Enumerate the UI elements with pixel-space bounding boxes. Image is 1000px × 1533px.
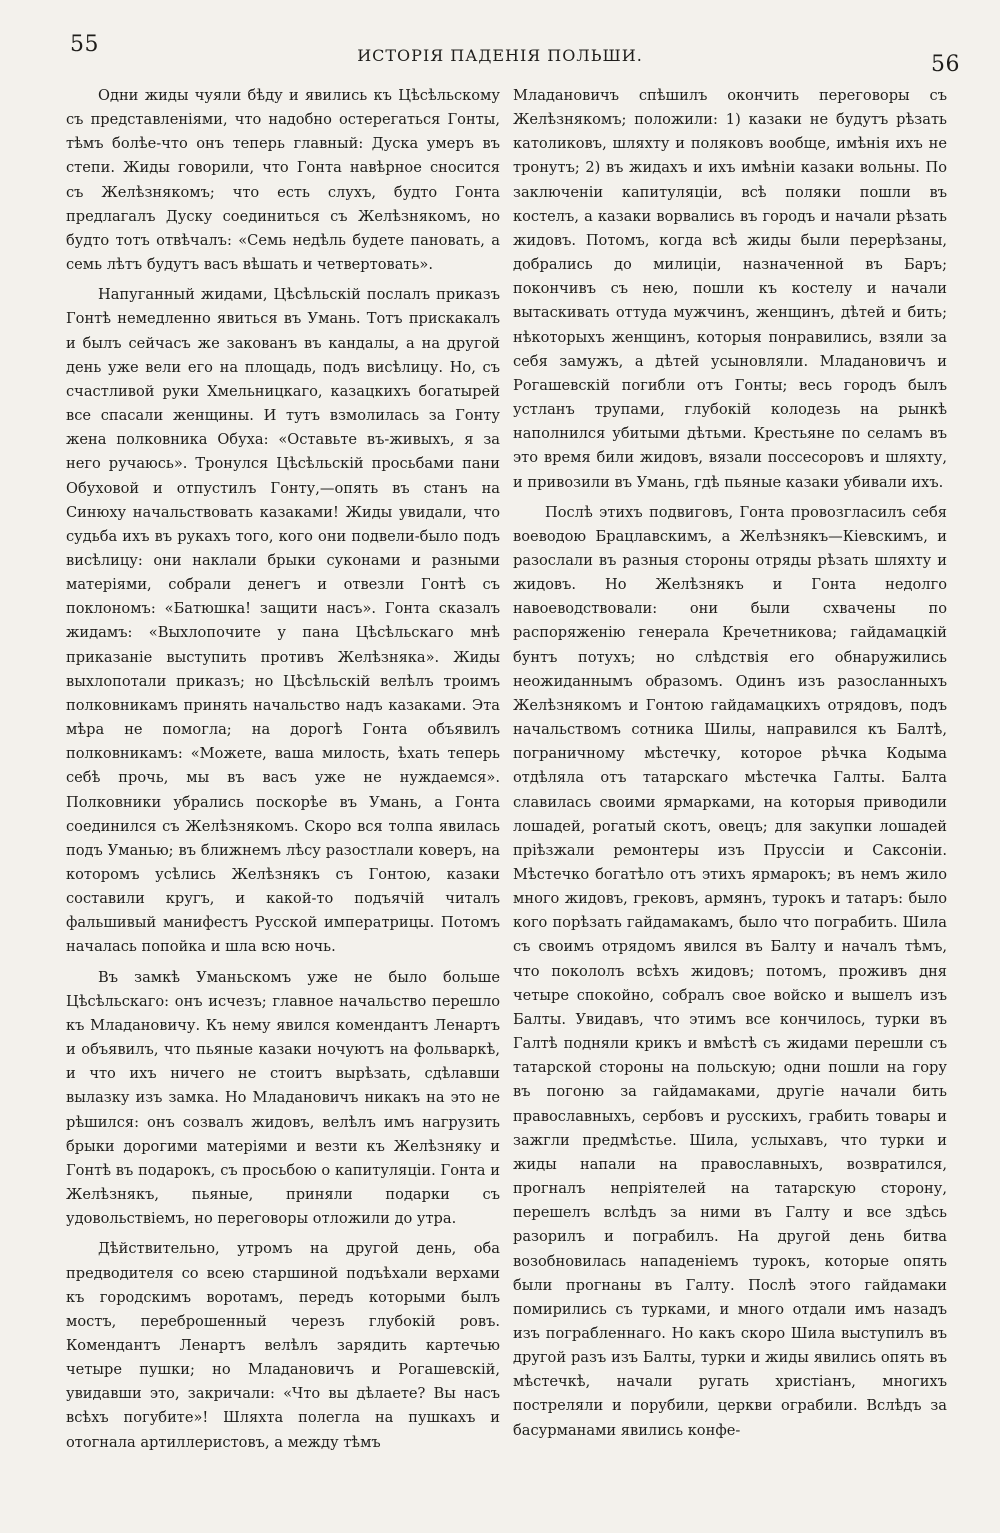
paragraph: Послѣ этихъ подвиговъ, Гонта провозгласилъ себя воеводою Брацлавскимъ, а Желѣзнякъ—Кіевскимъ, и разослали въ разныя стороны отряды рѣзать шляхту и жидовъ. Но Желѣзнякъ и Гонта недолго навоеводствовали: они были схвачены по распоряженію генерала Кречетникова; гайдамацкій бунтъ потухъ; но слѣдствія его обнаружились неожиданнымъ образомъ. Одинъ изъ разосланныхъ Желѣзнякомъ и Гонтою гайдамацкихъ отрядовъ, подъ начальствомъ сотника Шилы, направился къ Балтѣ, пограничному мѣстечку, которое рѣчка Кодыма отдѣляла отъ татарскаго мѣстечка Галты. Балта славилась своими ярмарками, на которыя приводили лошадей, рогатый скотъ, овецъ; для закупки лошадей пріѣзжали ремонтеры изъ Пруссіи и Саксоніи. Мѣстечко богатѣло отъ этихъ ярмарокъ; въ немъ жило много жидовъ, грековъ, армянъ, турокъ и татаръ: было кого порѣзать гайдамакамъ, было что пограбить. Шила съ своимъ отрядомъ явился въ Балту и началъ тѣмъ, что покололъ всѣхъ жидовъ; потомъ, проживъ дня четыре спокойно, собралъ свое войско и вышелъ изъ Балты. Увидавъ, что этимъ все кончилось, турки въ Галтѣ подняли крикъ и вмѣстѣ съ жидами перешли съ татарской стороны на польскую; одни пошли на гору въ погоню за гайдамаками, другіе начали бить православныхъ, сербовъ и русскихъ, грабить товары и зажгли предмѣстье. Шила, услыхавъ, что турки и жиды напали на православныхъ, возвратился, прогналъ непріятелей на татарскую сторону, перешелъ вслѣдъ за ними въ Галту и все здѣсь разорилъ и пограбилъ. На другой день битва возобновилась нападеніемъ турокъ, которые опять были прогнаны въ Галту. Послѣ этого гайдамаки помирились съ турками, и много отдали имъ назадъ изъ пограбленнаго. Но какъ скоро Шила выступилъ въ другой разъ изъ Балты, турки и жиды явились опять въ мѣстечкѣ, начали ругать христіанъ, многихъ постреляли и порубили, церкви ограбили. Вслѣдъ за басурманами явились конфе- [513, 503, 947, 1439]
paragraph: Въ замкѣ Уманьскомъ уже не было больше Цѣсѣльскаго: онъ исчезъ; главное начальство перешло къ Младановичу. Къ нему явился комендантъ Ленартъ и объявилъ, что пьяные казаки ночуютъ на фольваркѣ, и что ихъ ничего не стоитъ вырѣзать, сдѣлавши вылазку изъ замка. Но Младановичъ никакъ на это не рѣшился: онъ созвалъ жидовъ, велѣлъ имъ нагрузить брыки дорогими матеріями и везти къ Желѣзняку и Гонтѣ въ подарокъ, съ просьбою о капитуляціи. Гонта и Желѣзнякъ, пьяные, приняли подарки съ удовольствіемъ, но переговоры отложили до утра. [66, 968, 500, 1228]
paragraph: Младановичъ спѣшилъ окончить переговоры съ Желѣзнякомъ; положили: 1) казаки не будутъ рѣзать католиковъ, шляхту и поляковъ вообще, имѣнія ихъ не тронутъ; 2) въ жидахъ и ихъ имѣніи казаки вольны. По заключеніи капитуляціи, всѣ поляки пошли въ костелъ, а казаки ворвались въ городъ и начали рѣзать жидовъ. Потомъ, когда всѣ жиды были перерѣзаны, добрались до милиціи, назначенной въ Баръ; покончивъ съ нею, пошли къ костелу и начали вытаскивать оттуда мужчинъ, женщинъ, дѣтей и бить; нѣкоторыхъ женщинъ, которыя понравились, взяли за себя замужъ, а дѣтей усыновляли. Младановичъ и Рогашевскій погибли отъ Гонты; весь городъ былъ устланъ трупами, глубокій колодезь на рынкѣ наполнился убитыми дѣтьми. Крестьяне по селамъ въ это время били жидовъ, вязали поссесоровъ и шляхту, и привозили въ Умань, гдѣ пьяные казаки убивали ихъ. [513, 87, 947, 491]
paragraph: Одни жиды чуяли бѣду и явились къ Цѣсѣльскому съ представленіями, что надобно остерегаться Гонты, тѣмъ болѣе-что онъ теперь главный: Дуска умеръ въ степи. Жиды говорили, что Гонта навѣрное сносится съ Желѣзнякомъ; что есть слухъ, будто Гонта предлагалъ Дуску соединиться съ Желѣзнякомъ, но будто тотъ отвѣчалъ: «Семь недѣль будете пановать, а семь лѣтъ будутъ васъ вѣшать и четвертовать». [66, 87, 500, 274]
left-text-column [66, 84, 500, 1455]
right-text-column [513, 84, 947, 1443]
paragraph: Дѣйствительно, утромъ на другой день, оба предводителя со всею старшиной подъѣхали верхами къ городскимъ воротамъ, передъ которыми былъ мостъ, переброшенный черезъ глубокій ровъ. Комендантъ Ленартъ велѣлъ зарядить картечью четыре пушки; но Младановичъ и Рогашевскій, увидавши это, закричали: «Что вы дѣлаете? Вы насъ всѣхъ погубите»! Шляхта полегла на пушкахъ и отогнала артиллеристовъ, а между тѣмъ [66, 1240, 500, 1451]
paragraph: Напуганный жидами, Цѣсѣльскій послалъ приказъ Гонтѣ немедленно явиться въ Умань. Тотъ прискакалъ и былъ сейчасъ же закованъ въ кандалы, а на другой день уже вели его на площадь, подъ висѣлицу. Но, съ счастливой руки Хмельницкаго, казацкихъ богатырей все спасали женщины. И тутъ взмолилась за Гонту жена полковника Обуха: «Оставьте въ-живыхъ, я за него ручаюсь». Тронулся Цѣсѣльскій просьбами пани Обуховой и отпустилъ Гонту,—опять въ станъ на Синюху начальствовать казаками! Жиды увидали, что судьба ихъ въ рукахъ того, кого они подвели-было подъ висѣлицу: они наклали брыки суконами и разными матеріями, собрали денегъ и отвезли Гонтѣ съ поклономъ: «Батюшка! защити насъ». Гонта сказалъ жидамъ: «Выхлопочите у пана Цѣсѣльскаго мнѣ приказаніе выступить противъ Желѣзняка». Жиды выхлопотали приказъ; но Цѣсѣльскій велѣлъ троимъ полковникамъ принять начальство надъ казаками. Эта мѣра не помогла; на дорогѣ Гонта объявилъ полковникамъ: «Можете, ваша милость, ѣхать теперь себѣ прочь, мы въ васъ уже не нуждаемся». Полковники убрались поскорѣе въ Умань, а Гонта соединился съ Желѣзнякомъ. Скоро вся толпа явилась подъ Уманью; въ ближнемъ лѣсу разостлали коверъ, на которомъ усѣлись Желѣзнякъ съ Гонтою, казаки составили кругъ, и какой-то подъячій читалъ фальшивый манифестъ Русской императрицы. Потомъ началась попойка и шла всю ночь. [66, 286, 500, 956]
page-number-right: 56 [931, 52, 960, 77]
page-number-left: 55 [70, 32, 99, 57]
running-title: ИСТОРІЯ ПАДЕНІЯ ПОЛЬШИ. [357, 46, 643, 65]
